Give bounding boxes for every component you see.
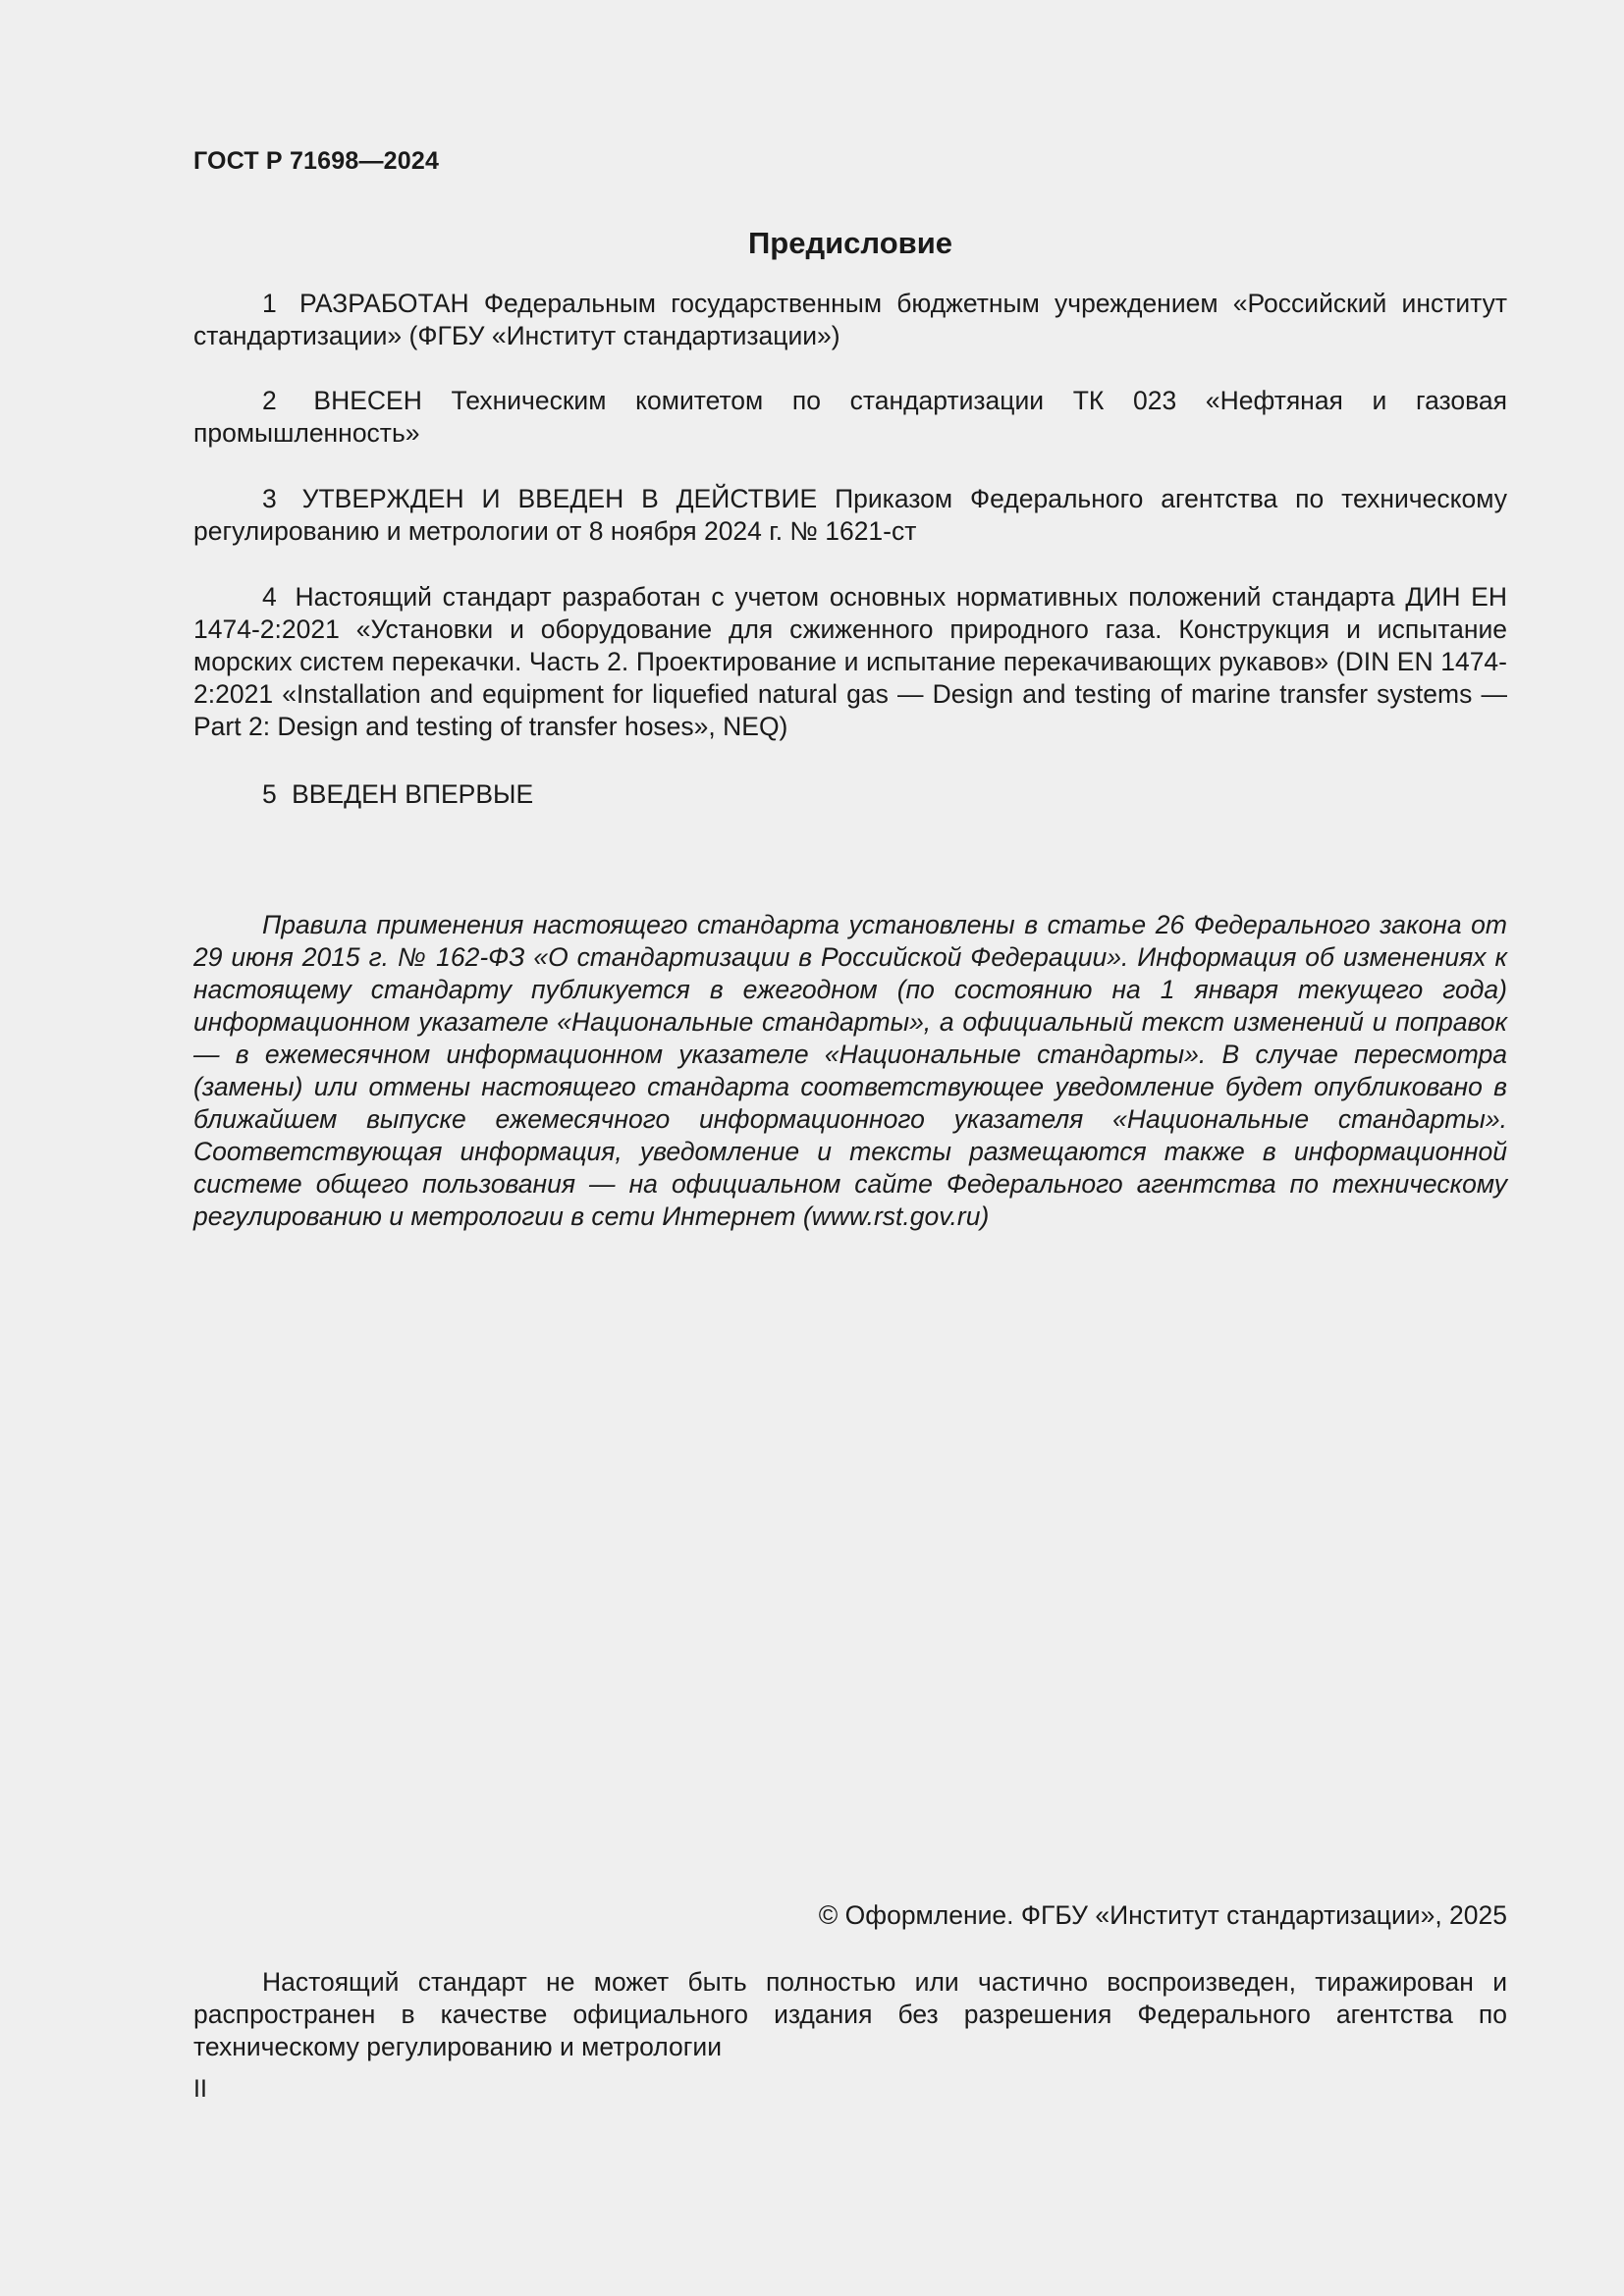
copyright-line: © Оформление. ФГБУ «Институт стандартизации», 2025: [818, 1900, 1507, 1930]
item-text: УТВЕРЖДЕН И ВВЕДЕН В ДЕЙСТВИЕ Приказом Федерального агентства по техническому регулированию и метрологии от 8 ноября 2024 г. № 1621-ст: [193, 484, 1507, 546]
page-number: II: [193, 2075, 207, 2103]
foreword-item-3: [193, 483, 1507, 548]
foreword-item-2: [193, 385, 1507, 450]
item-text: ВВЕДЕН ВПЕРВЫЕ: [292, 779, 534, 809]
page-title: Предисловие: [747, 226, 952, 260]
reproduction-notice: Настоящий стандарт не может быть полностью или частично воспроизведен, тиражирован и распространен в качестве официального издания без разрешения Федерального агентства по техническому регулированию и метрологии: [193, 1967, 1507, 2061]
foreword-item-1: [193, 288, 1507, 352]
item-number: 2: [262, 386, 277, 415]
item-number: 4: [262, 582, 277, 612]
foreword-item-5: [193, 778, 1507, 811]
item-number: 1: [262, 289, 277, 318]
rules-notice: Правила применения настоящего стандарта установлены в статье 26 Федерального закона от 29 июня 2015 г. № 162-ФЗ «О стандартизации в Российской Федерации». Информация об изменениях к настоящему стандарту публикуется в ежегодном (по состоянию на 1 января текущего года) информационном указателе «Национальные стандарты», а официальный текст изменений и поправок — в ежемесячном информационном указателе «Национальные стандарты». В случае пересмотра (замены) или отмены настоящего стандарта соответствующее уведомление будет опубликовано в ближайшем выпуске ежемесячного информационного указателя «Национальные стандарты». Соответствующая информация, уведомление и тексты размещаются также в информационной системе общего пользования — на официальном сайте Федерального агентства по техническому регулированию и метрологии в сети Интернет (www.rst.gov.ru): [193, 910, 1507, 1231]
item-text: РАЗРАБОТАН Федеральным государственным бюджетным учреждением «Российский институт стандартизации» (ФГБУ «Институт стандартизации»): [193, 289, 1507, 350]
document-code-header: ГОСТ Р 71698—2024: [193, 147, 440, 175]
foreword-item-4: [193, 581, 1507, 743]
item-text: ВНЕСЕН Техническим комитетом по стандартизации ТК 023 «Нефтяная и газовая промышленность»: [193, 386, 1507, 448]
item-number: 3: [262, 484, 277, 513]
item-number: 5: [262, 779, 277, 809]
item-text: Настоящий стандарт разработан с учетом основных нормативных положений стандарта ДИН ЕН 1474-2:2021 «Установки и оборудование для сжиженного природного газа. Конструкция и испытание морских систем перекачки. Часть 2. Проектирование и испытание перекачивающих рукавов» (DIN EN 1474-2:2021 «Installation and equipment for liquefied natural gas — Design and testing of marine transfer systems — Part 2: Design and testing of transfer hoses», NEQ): [193, 582, 1507, 741]
